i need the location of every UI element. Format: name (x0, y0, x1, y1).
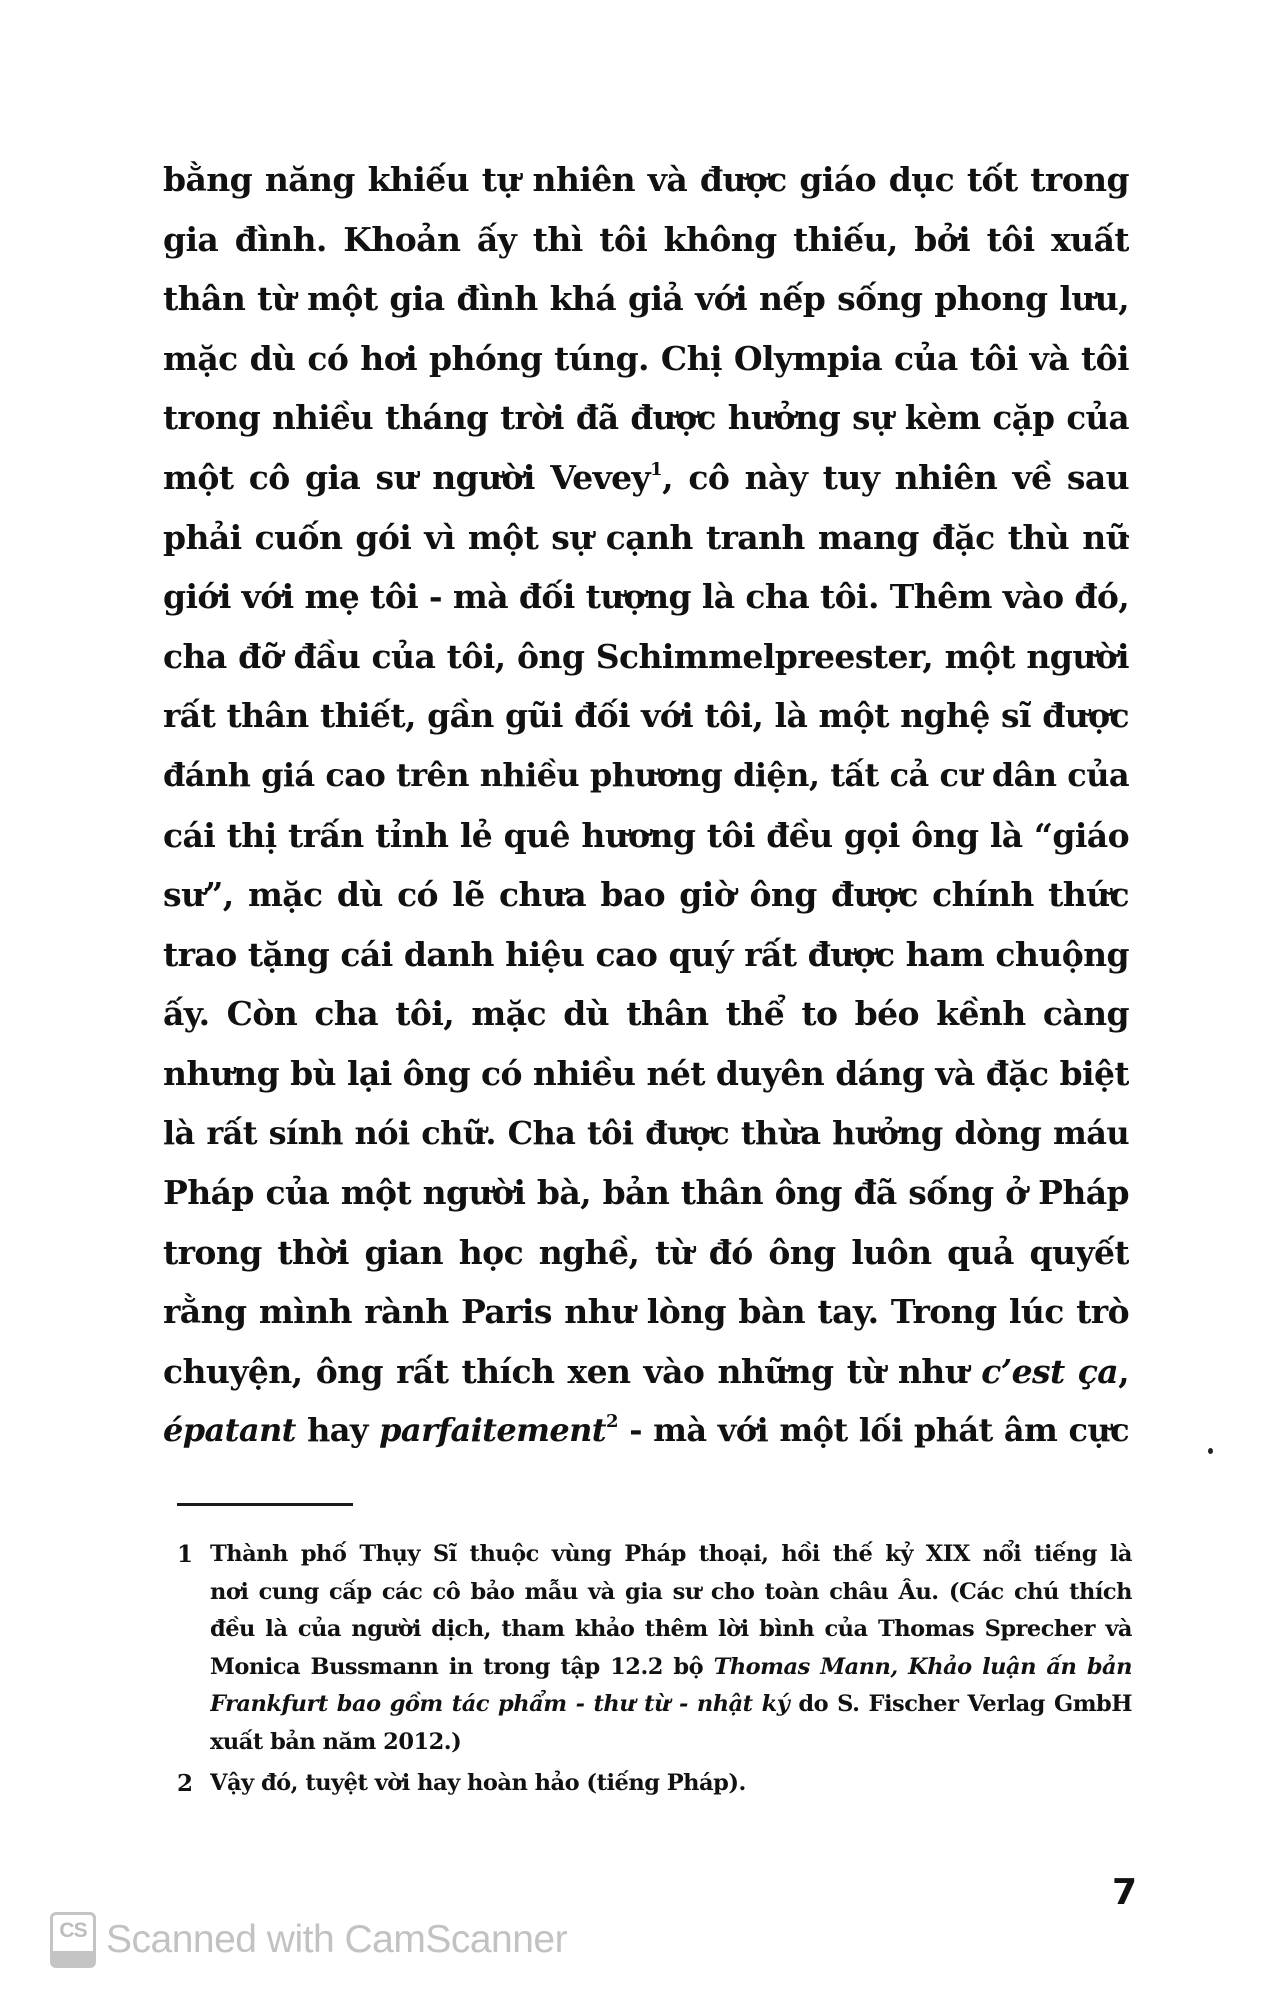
text-run: trong thời gian học nghề, từ đó ông luôn quả quyết (163, 1232, 1129, 1272)
text-run: trong nhiều tháng trời đã được hưởng sự kèm cặp của (163, 398, 1129, 438)
watermark-text: Scanned with CamScanner (106, 1918, 568, 1961)
body-line (163, 925, 1129, 985)
footnote-line (210, 1536, 1132, 1574)
body-line (163, 1223, 1129, 1283)
italic-text: Frankfurt bao gồm tác phẩm - thư từ - nhật ký (210, 1691, 790, 1717)
text-run: sư”, mặc dù có lẽ chưa bao giờ ông được chính thức (163, 875, 1129, 915)
camscanner-logo-text: CS (59, 1919, 87, 1942)
footnote-1 (177, 1536, 1132, 1761)
footnote-line (210, 1686, 1132, 1724)
body-line (163, 448, 1129, 508)
text-run: đều là của người dịch, tham khảo thêm lời bình của Thomas Sprecher và (210, 1616, 1132, 1642)
text-run: bằng năng khiếu tự nhiên và được giáo dục tốt trong (163, 160, 1129, 199)
text-run: rất thân thiết, gần gũi đối với tôi, là một nghệ sĩ được (163, 696, 1129, 736)
footnote-divider (177, 1503, 353, 1506)
text-run: xuất bản năm 2012.) (210, 1728, 462, 1755)
text-run: do S. Fischer Verlag GmbH (789, 1691, 1132, 1717)
body-line (163, 1282, 1129, 1342)
body-line (163, 269, 1129, 329)
text-run: , (1118, 1351, 1129, 1391)
scan-speck (1208, 1448, 1213, 1454)
body-line (163, 1104, 1129, 1164)
text-run: cái thị trấn tỉnh lẻ quê hương tôi đều gọi ông là “giáo (163, 815, 1129, 855)
footnote-2 (177, 1765, 1132, 1803)
text-run: đánh giá cao trên nhiều phương diện, tất cả cư dân của (163, 755, 1129, 794)
italic-text: Thomas Mann, Khảo luận ấn bản (713, 1653, 1132, 1680)
body-line (163, 388, 1129, 448)
footnote-line (210, 1611, 1132, 1649)
italic-text: parfaitement (379, 1411, 606, 1450)
body-line (163, 984, 1129, 1044)
text-run: Monica Bussmann in trong tập 12.2 bộ (210, 1653, 714, 1680)
text-run: Pháp của một người bà, bản thân ông đã sống ở Pháp (163, 1173, 1129, 1213)
body-line (163, 508, 1129, 568)
body-line (163, 746, 1129, 806)
text-run: nơi cung cấp các cô bảo mẫu và gia sư cho toàn châu Âu. (Các chú thích (210, 1578, 1132, 1605)
text-run: Vậy đó, tuyệt vời hay hoàn hảo (tiếng Pháp). (210, 1770, 746, 1796)
text-run: - mà với một lối phát âm cực (617, 1411, 1129, 1450)
camscanner-watermark (50, 1912, 567, 1968)
footnote-line (210, 1649, 1132, 1687)
text-run: Thành phố Thụy Sĩ thuộc vùng Pháp thoại, hồi thế kỷ XIX nổi tiếng là (210, 1541, 1132, 1567)
italic-text: c’est ça (981, 1351, 1119, 1391)
body-line (163, 210, 1129, 270)
text-run: cha đỡ đầu của tôi, ông Schimmelpreester, một người (163, 636, 1129, 676)
camscanner-logo-icon (50, 1912, 96, 1968)
text-run: hay (295, 1411, 380, 1450)
body-line (163, 1342, 1129, 1402)
text-run: chuyện, ông rất thích xen vào những từ như (163, 1351, 982, 1391)
text-run: giới với mẹ tôi - mà đối tượng là cha tôi. Thêm vào đó, (163, 577, 1129, 617)
body-line (163, 1401, 1129, 1461)
body-line (163, 1163, 1129, 1223)
footnote-number: 2 (177, 1770, 194, 1797)
text-run: rằng mình rành Paris như lòng bàn tay. Trong lúc trò (163, 1292, 1129, 1332)
text-run: nhưng bù lại ông có nhiều nét duyên dáng và đặc biệt (163, 1053, 1129, 1093)
italic-text: épatant (163, 1411, 296, 1450)
text-run: gia đình. Khoản ấy thì tôi không thiếu, bởi tôi xuất (163, 219, 1129, 259)
text-run: phải cuốn gói vì một sự cạnh tranh mang đặc thù nữ (163, 517, 1129, 557)
page-number: 7 (1112, 1872, 1138, 1913)
body-line (163, 865, 1129, 925)
text-run: một cô gia sư người Vevey (163, 457, 651, 497)
body-line (163, 627, 1129, 687)
footnotes (177, 1536, 1132, 1803)
body-line (163, 686, 1129, 746)
footnote-ref[interactable]: 1 (650, 458, 663, 480)
body-text (163, 150, 1129, 1461)
footnote-line (210, 1574, 1132, 1612)
body-line (163, 150, 1129, 210)
footnote-number: 1 (177, 1541, 194, 1568)
text-run: , cô này tuy nhiên về sau (662, 457, 1129, 497)
text-run: trao tặng cái danh hiệu cao quý rất được ham chuộng (163, 934, 1129, 974)
text-run: là rất sính nói chữ. Cha tôi được thừa hưởng dòng máu (163, 1113, 1129, 1152)
text-run: ấy. Còn cha tôi, mặc dù thân thể to béo kềnh càng (163, 994, 1129, 1034)
body-line (163, 1044, 1129, 1104)
footnote-line (210, 1724, 1132, 1762)
footnote-line (210, 1765, 1132, 1803)
body-line (163, 329, 1129, 389)
text-run: thân từ một gia đình khá giả với nếp sống phong lưu, (163, 279, 1129, 319)
body-line (163, 567, 1129, 627)
footnote-ref[interactable]: 2 (606, 1411, 618, 1433)
body-line (163, 806, 1129, 866)
text-run: mặc dù có hơi phóng túng. Chị Olympia của tôi và tôi (163, 338, 1129, 378)
